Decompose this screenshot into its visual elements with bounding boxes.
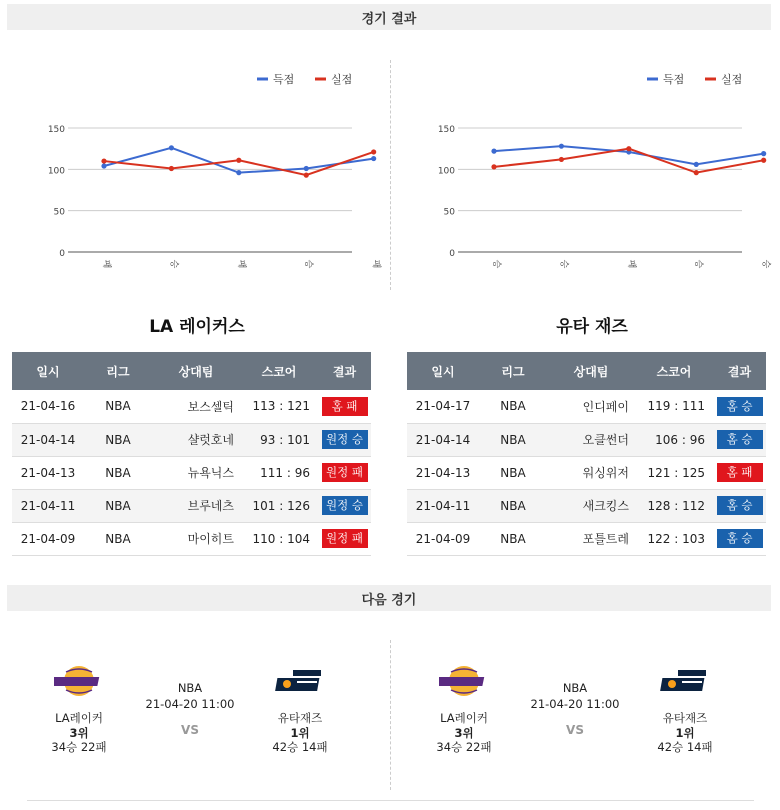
result-badge: 원정 승	[322, 496, 368, 515]
score-column-header: 스코어	[635, 352, 713, 390]
y-tick-label: 50	[53, 207, 65, 218]
footer-divider	[27, 800, 754, 801]
team-rank: 3위	[69, 726, 89, 740]
scored-point	[694, 162, 699, 167]
table-row	[12, 489, 371, 522]
away-team-logo	[635, 663, 735, 699]
home-team-logo	[29, 663, 129, 699]
x-tick-label: 승	[693, 259, 704, 269]
conceded-point	[559, 157, 564, 162]
result-badge: 홈 승	[717, 430, 763, 449]
table-row	[407, 522, 766, 555]
y-tick-label: 100	[47, 166, 65, 177]
result-cell	[318, 456, 371, 489]
jazz-results-table	[407, 352, 766, 556]
table-row	[407, 489, 766, 522]
next-match-section-header: 다음 경기	[7, 585, 771, 611]
result-badge: 원정 패	[322, 529, 368, 548]
table-row	[407, 423, 766, 456]
team-name: LA레이커	[440, 711, 488, 725]
conceded-point	[371, 149, 376, 154]
team-rank: 1위	[675, 726, 695, 740]
date-cell: 21-04-17	[407, 390, 479, 423]
scored-point	[304, 166, 309, 171]
league-cell: NBA	[84, 522, 152, 555]
scored-point	[559, 144, 564, 149]
conceded-point	[694, 170, 699, 175]
date-cell: 21-04-13	[407, 456, 479, 489]
result-badge: 홈 승	[717, 529, 763, 548]
opponent-cell: 보스셀틱	[152, 390, 240, 423]
result-badge: 홈 패	[322, 397, 368, 416]
conceded-point	[491, 164, 496, 169]
conceded-point	[304, 173, 309, 178]
y-tick-label: 150	[437, 125, 455, 135]
team-name: 유타재즈	[662, 711, 708, 725]
lakers-results-table	[12, 352, 371, 556]
table-row	[12, 390, 371, 423]
table-row	[12, 456, 371, 489]
score-cell: 110 : 104	[240, 522, 318, 555]
result-badge: 홈 패	[717, 463, 763, 482]
scored-point	[491, 149, 496, 154]
score-cell: 111 : 96	[240, 456, 318, 489]
x-tick-label: 패	[370, 259, 381, 269]
conceded-point	[236, 158, 241, 163]
result-badge: 원정 패	[322, 463, 368, 482]
y-tick-label: 0	[59, 249, 65, 259]
conceded-point	[169, 166, 174, 171]
opponent-cell: 새크킹스	[547, 489, 635, 522]
next-match-card	[10, 655, 380, 795]
date-cell: 21-04-11	[12, 489, 84, 522]
lakers-logo-icon	[54, 664, 104, 698]
league-cell: NBA	[84, 489, 152, 522]
table-header-row	[12, 352, 371, 390]
chart-legend	[257, 72, 352, 86]
team-rank: 1위	[290, 726, 310, 740]
jazz-chart	[400, 60, 770, 285]
table-header-row	[407, 352, 766, 390]
league-cell: NBA	[479, 489, 547, 522]
result-column-header: 결과	[318, 352, 371, 390]
legend-conceded-label: 실점	[721, 73, 743, 86]
jazz-logo-icon	[275, 669, 325, 693]
date-cell: 21-04-16	[12, 390, 84, 423]
table-row	[12, 423, 371, 456]
match-league: NBA	[177, 681, 203, 695]
match-datetime: 21-04-20 11:00	[530, 697, 620, 711]
scored-point	[371, 156, 376, 161]
table-row	[407, 456, 766, 489]
opponent-cell: 인디페이	[547, 390, 635, 423]
home-team	[29, 663, 129, 754]
team-record: 42승 14패	[657, 740, 713, 754]
jazz-title: 유타 재즈	[556, 317, 628, 337]
result-cell	[318, 489, 371, 522]
opponent-cell: 브루네츠	[152, 489, 240, 522]
x-tick-label: 패	[235, 259, 246, 269]
league-cell: NBA	[479, 456, 547, 489]
scored-point	[169, 145, 174, 150]
score-cell: 121 : 125	[635, 456, 713, 489]
result-cell	[713, 489, 766, 522]
result-badge: 홈 승	[717, 397, 763, 416]
away-team	[635, 663, 735, 754]
next-match-card	[395, 655, 765, 795]
opponent-cell: 워싱위저	[547, 456, 635, 489]
opponent-cell: 오클썬더	[547, 423, 635, 456]
date-cell: 21-04-14	[407, 423, 479, 456]
jazz-logo-icon	[660, 669, 710, 693]
x-tick-label: 승	[168, 259, 179, 269]
team-name: 유타재즈	[277, 711, 323, 725]
home-team-logo	[414, 663, 514, 699]
opponent-column-header: 상대팀	[547, 352, 635, 390]
league-cell: NBA	[479, 522, 547, 555]
date-cell: 21-04-14	[12, 423, 84, 456]
result-cell	[713, 456, 766, 489]
result-badge: 원정 승	[322, 430, 368, 449]
conceded-point	[761, 158, 766, 163]
result-cell	[713, 390, 766, 423]
lakers-title: LA 레이커스	[149, 317, 245, 337]
match-divider	[390, 640, 391, 790]
legend-scored-label: 득점	[663, 73, 685, 86]
date-column-header: 일시	[407, 352, 479, 390]
date-cell: 21-04-11	[407, 489, 479, 522]
result-cell	[713, 522, 766, 555]
y-tick-label: 100	[437, 166, 455, 177]
result-cell	[318, 390, 371, 423]
opponent-cell: 포틀트레	[547, 522, 635, 555]
opponent-column-header: 상대팀	[152, 352, 240, 390]
league-cell: NBA	[84, 456, 152, 489]
scored-point	[761, 151, 766, 156]
team-rank: 3위	[454, 726, 474, 740]
result-cell	[318, 522, 371, 555]
legend-conceded-label: 실점	[331, 73, 353, 86]
result-column-header: 결과	[713, 352, 766, 390]
result-cell	[318, 423, 371, 456]
league-cell: NBA	[84, 423, 152, 456]
score-cell: 122 : 103	[635, 522, 713, 555]
league-cell: NBA	[479, 390, 547, 423]
chart-divider	[390, 60, 391, 290]
scored-point	[101, 163, 106, 168]
opponent-cell: 마이히트	[152, 522, 240, 555]
y-tick-label: 150	[47, 125, 65, 135]
vs-label: VS	[181, 723, 199, 737]
team-name: LA레이커	[55, 711, 103, 725]
away-team-logo	[250, 663, 350, 699]
score-cell: 101 : 126	[240, 489, 318, 522]
x-tick-label: 패	[625, 259, 636, 269]
league-column-header: 리그	[84, 352, 152, 390]
match-info	[525, 680, 625, 738]
date-cell: 21-04-13	[12, 456, 84, 489]
date-cell: 21-04-09	[407, 522, 479, 555]
vs-label: VS	[566, 723, 584, 737]
result-badge: 홈 승	[717, 496, 763, 515]
match-league: NBA	[562, 681, 588, 695]
opponent-cell: 뉴욕닉스	[152, 456, 240, 489]
chart-legend	[647, 72, 742, 86]
x-tick-label: 승	[760, 259, 771, 269]
league-column-header: 리그	[479, 352, 547, 390]
date-column-header: 일시	[12, 352, 84, 390]
match-info	[140, 680, 240, 738]
opponent-cell: 샬럿호네	[152, 423, 240, 456]
score-cell: 113 : 121	[240, 390, 318, 423]
conceded-point	[626, 146, 631, 151]
team-record: 34승 22패	[436, 740, 492, 754]
league-cell: NBA	[479, 423, 547, 456]
score-cell: 128 : 112	[635, 489, 713, 522]
lakers-chart	[10, 60, 380, 285]
date-cell: 21-04-09	[12, 522, 84, 555]
away-team	[250, 663, 350, 754]
y-tick-label: 50	[443, 207, 455, 218]
conceded-point	[101, 158, 106, 163]
score-cell: 106 : 96	[635, 423, 713, 456]
table-row	[407, 390, 766, 423]
x-tick-label: 승	[558, 259, 569, 269]
x-tick-label: 패	[101, 259, 111, 269]
legend-scored-label: 득점	[273, 73, 295, 86]
team-record: 42승 14패	[272, 740, 328, 754]
result-cell	[713, 423, 766, 456]
score-cell: 93 : 101	[240, 423, 318, 456]
x-tick-label: 승	[491, 259, 501, 269]
lakers-logo-icon	[439, 664, 489, 698]
table-row	[12, 522, 371, 555]
score-column-header: 스코어	[240, 352, 318, 390]
scored-point	[236, 170, 241, 175]
league-cell: NBA	[84, 390, 152, 423]
x-tick-label: 승	[303, 259, 314, 269]
y-tick-label: 0	[449, 249, 455, 259]
results-section-header: 경기 결과	[7, 4, 771, 30]
score-cell: 119 : 111	[635, 390, 713, 423]
team-record: 34승 22패	[51, 740, 107, 754]
home-team	[414, 663, 514, 754]
match-datetime: 21-04-20 11:00	[145, 697, 235, 711]
